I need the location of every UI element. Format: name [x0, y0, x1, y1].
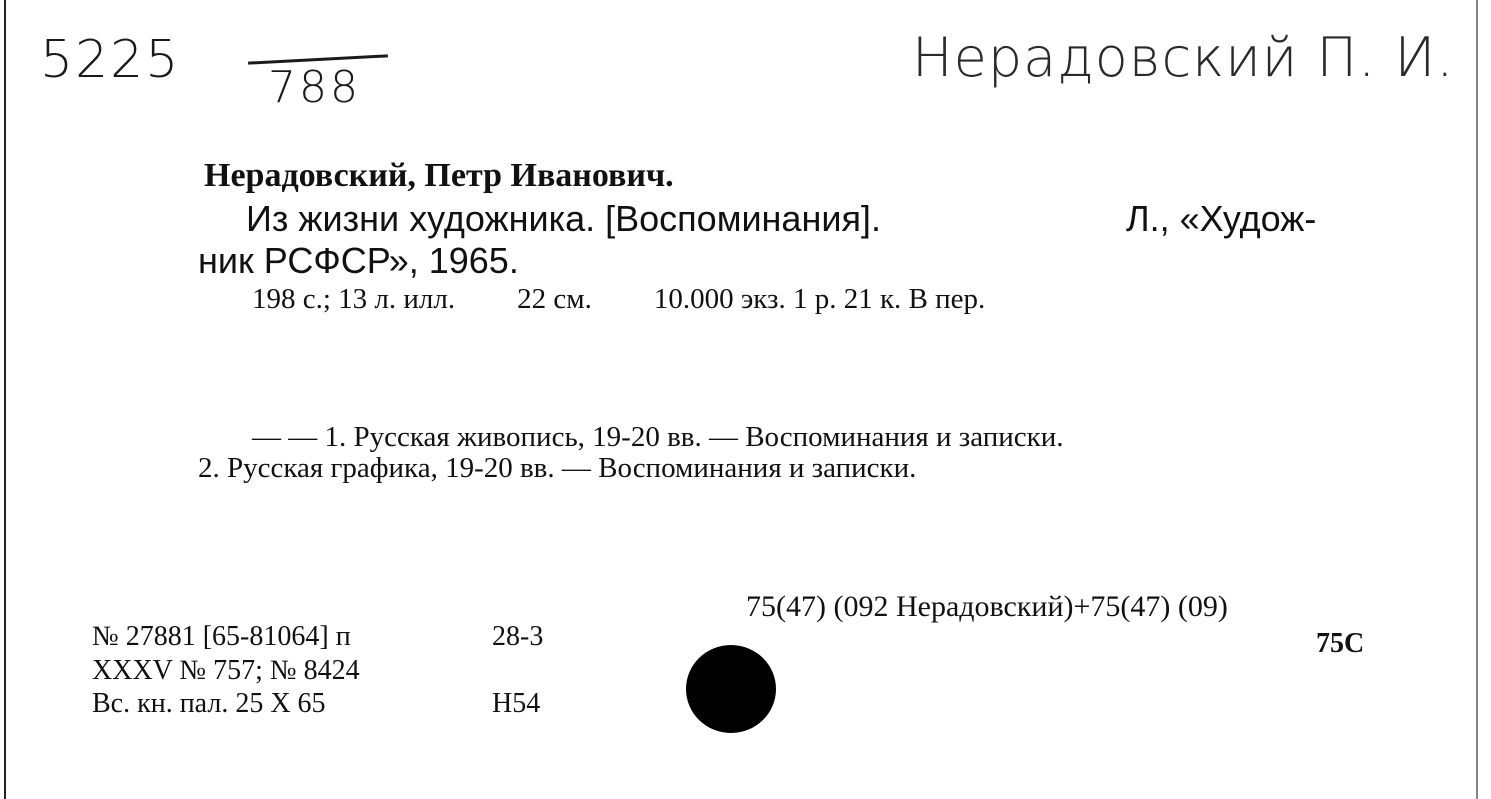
pages-info: 198 с.; 13 л. илл. — [252, 283, 456, 315]
edition-info: 10.000 экз. 1 р. 21 к. В пер. — [653, 283, 986, 315]
card-right-edge — [1476, 0, 1478, 799]
handwritten-call-number-top: 5225 — [40, 30, 181, 90]
subject-heading-2: 2. Русская графика, 19-20 вв. — Воспоминания и записки. — [198, 452, 917, 484]
registration-code: 28-3 — [492, 621, 544, 652]
classification-index: 75(47) (092 Нерадовский)+75(47) (09) — [746, 590, 1228, 623]
classification-code: 75С — [1316, 628, 1365, 659]
author-heading: Нерадовский, Петр Иванович. — [204, 157, 674, 194]
registration-line-2: XXXV № 757; № 8424 — [92, 655, 360, 686]
registration-number: № 27881 [65-81064] п — [92, 621, 351, 652]
card-left-edge — [4, 0, 6, 799]
chamber-info: Вс. кн. пал. 25 X 65 — [92, 688, 326, 719]
size-info: 22 см. — [517, 283, 592, 315]
handwritten-call-number-bottom: 788 — [268, 62, 361, 113]
publisher-line-1: Л., «Худож- — [1126, 198, 1317, 239]
subject-heading-1: — — 1. Русская живопись, 19-20 вв. — Воспоминания и записки. — [252, 421, 1064, 453]
title-line-2: ник РСФСР», 1965. — [198, 240, 519, 281]
title-line-1: Из жизни художника. [Воспоминания]. — [246, 198, 881, 239]
registration-line-3 — [92, 688, 541, 720]
registration-line-1 — [92, 621, 544, 653]
card-punch-hole — [686, 645, 776, 733]
physical-description — [252, 283, 1047, 316]
author-mark: Н54 — [492, 688, 541, 719]
handwritten-author-note: Нерадовский П. И. — [912, 26, 1455, 89]
